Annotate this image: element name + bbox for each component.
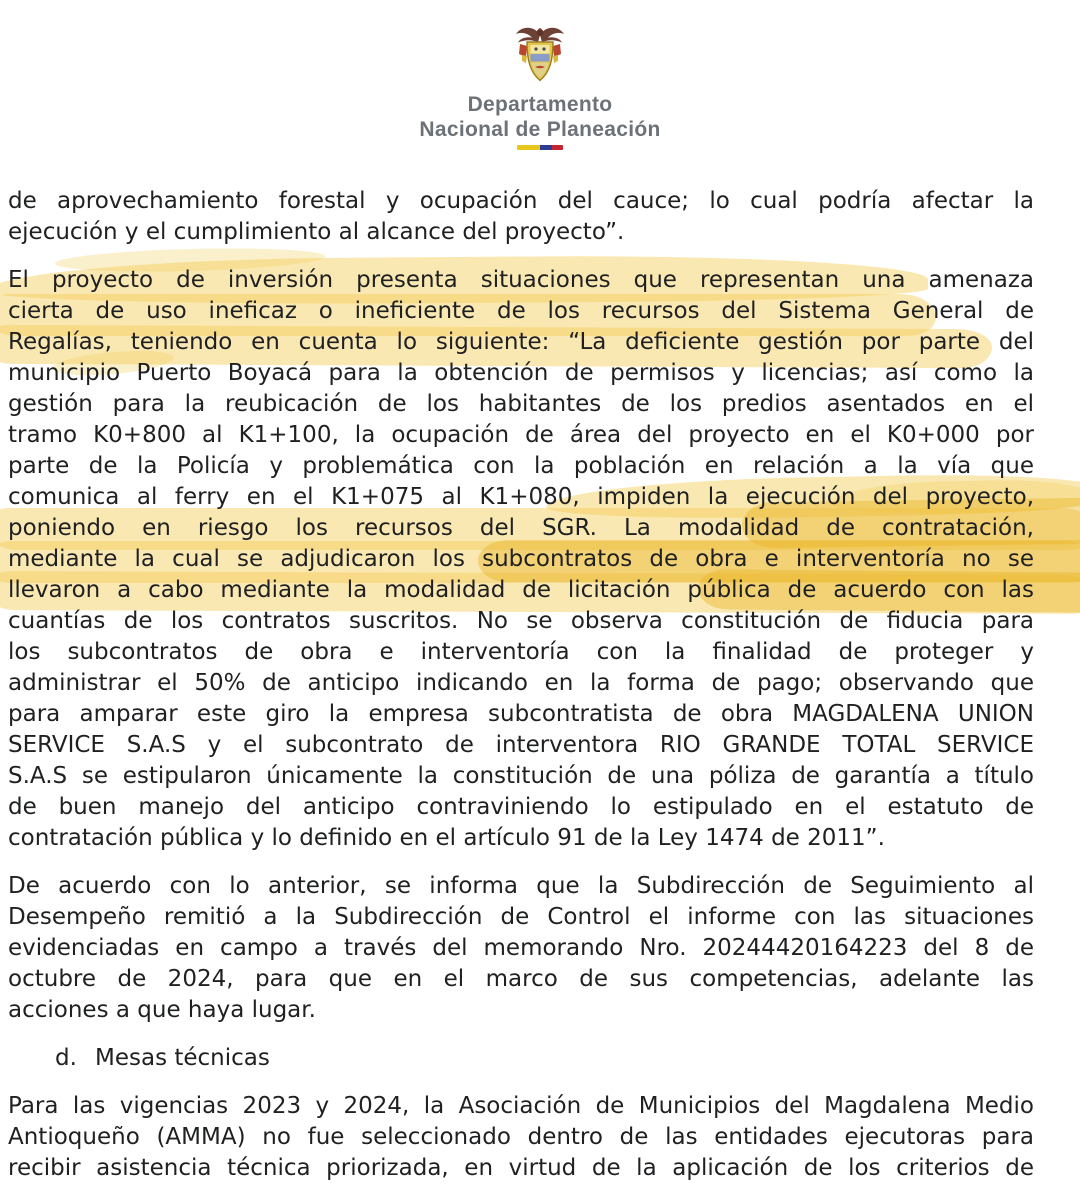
text-line: Desempeño remitió a la Subdirección de Control el informe con las situaciones (8, 904, 1034, 930)
org-name-line2: Nacional de Planeación (419, 118, 661, 141)
flag-red-segment (552, 145, 564, 150)
heading-marker: d. (55, 1045, 77, 1071)
paragraph (8, 265, 1034, 854)
text-line: de buen manejo del anticipo contraviniendo lo estipulado en el estatuto de (8, 794, 1034, 820)
text-line: de aprovechamiento forestal y ocupación del cauce; lo cual podría afectar la (8, 188, 1034, 214)
text-line: tramo K0+800 al K1+100, la ocupación de área del proyecto en el K0+000 por (8, 422, 1034, 448)
text-line: ejecución y el cumplimiento al alcance del proyecto”. (8, 219, 625, 245)
text-line: llevaron a cabo mediante la modalidad de licitación pública de acuerdo con las (8, 577, 1034, 603)
text-line: recibir asistencia técnica priorizada, en virtud de la aplicación de los criterios de (8, 1155, 1034, 1181)
org-name-line1: Departamento (467, 93, 613, 116)
text-line: SERVICE S.A.S y el subcontrato de interventora RIO GRANDE TOTAL SERVICE (8, 732, 1034, 758)
text-line: cierta de uso ineficaz o ineficiente de los recursos del Sistema General de (8, 298, 1034, 324)
document-body (0, 186, 1080, 1184)
text-line: acciones a que haya lugar. (8, 997, 316, 1023)
text-line: evidenciadas en campo a través del memorando Nro. 20244420164223 del 8 de (8, 935, 1034, 961)
text-line: Regalías, teniendo en cuenta lo siguiente: “La deficiente gestión por parte del (8, 329, 1034, 355)
section-heading (55, 1043, 1034, 1074)
text-line: los subcontratos de obra e interventoría con la finalidad de proteger y (8, 639, 1034, 665)
text-line: comunica al ferry en el K1+075 al K1+080, impiden la ejecución del proyecto, (8, 484, 1034, 510)
text-line: gestión para la reubicación de los habitantes de los predios asentados en el (8, 391, 1034, 417)
paragraph (8, 871, 1034, 1026)
text-line: Antioqueño (AMMA) no fue seleccionado dentro de las entidades ejecutoras para (8, 1124, 1034, 1150)
text-line: contratación pública y lo definido en el artículo 91 de la Ley 1474 de 2011”. (8, 825, 885, 851)
header (0, 0, 1080, 150)
text-line: octubre de 2024, para que en el marco de sus competencias, adelante las (8, 966, 1034, 992)
text-line: parte de la Policía y problemática con la población en relación a la vía que (8, 453, 1034, 479)
text-line: El proyecto de inversión presenta situaciones que representan una amenaza (8, 267, 1034, 293)
text-line: administrar el 50% de anticipo indicando en la forma de pago; observando que (8, 670, 1034, 696)
text-line: municipio Puerto Boyacá para la obtención de permisos y licencias; así como la (8, 360, 1034, 386)
heading-text: Mesas técnicas (95, 1045, 270, 1071)
text-line: S.A.S se estipularon únicamente la constitución de una póliza de garantía a título (8, 763, 1034, 789)
text-line: cuantías de los contratos suscritos. No se observa constitución de fiducia para (8, 608, 1034, 634)
flag-bar (517, 145, 563, 150)
text-line: poniendo en riesgo los recursos del SGR. La modalidad de contratación, (8, 515, 1034, 541)
paragraph (8, 186, 1034, 248)
text-line: para amparar este giro la empresa subcontratista de obra MAGDALENA UNION (8, 701, 1034, 727)
text-line: mediante la cual se adjudicaron los subcontratos de obra e interventoría no se (8, 546, 1034, 572)
text-line: Para las vigencias 2023 y 2024, la Asociación de Municipios del Magdalena Medio (8, 1093, 1034, 1119)
text-line: De acuerdo con lo anterior, se informa que la Subdirección de Seguimiento al (8, 873, 1034, 899)
paragraph (8, 1091, 1034, 1184)
flag-yellow-segment (517, 145, 540, 150)
coat-of-arms-icon (0, 24, 1080, 88)
flag-blue-segment (540, 145, 552, 150)
